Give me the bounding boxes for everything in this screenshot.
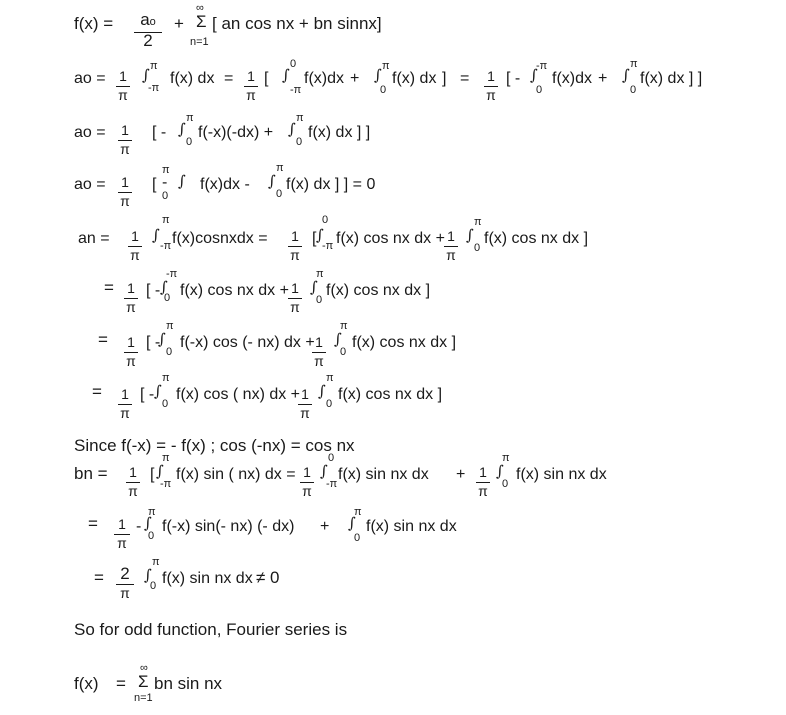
lhs-a0: ao = (74, 124, 106, 141)
upper-limit: 0 (290, 58, 297, 70)
open-bracket: [ (152, 176, 157, 193)
lower-limit: 0 (340, 346, 347, 358)
fraction-a0-over-2: ao 2 (134, 12, 162, 49)
lhs-fx: f(x) = (74, 14, 114, 33)
sum-upper-limit: ∞ (140, 662, 148, 674)
upper-limit: π (162, 164, 170, 176)
upper-limit: π (152, 556, 160, 568)
upper-limit: π (162, 214, 170, 226)
lower-limit: -π (322, 240, 334, 252)
fraction-1-over-pi: 1 π (128, 228, 142, 263)
upper-limit: π (382, 60, 390, 72)
lhs-a0: ao = (74, 176, 106, 193)
equals-sign: = (104, 278, 114, 297)
integral-sign: ∫ (178, 172, 186, 190)
lower-limit: 0 (164, 292, 171, 304)
integral-sign: ∫ (316, 226, 324, 244)
integral-sign: ∫ (144, 514, 152, 532)
not-equal-zero: ≠ 0 (256, 568, 280, 587)
integrand: f(x) cos nx dx + (336, 230, 445, 247)
integrand: f(-x) sin(- nx) (- dx) (162, 518, 295, 535)
upper-limit: π (162, 452, 170, 464)
integral-sign: ∫ (282, 66, 290, 84)
integral-sign: ∫ (144, 566, 152, 584)
integrand: f(x) sin nx dx (338, 466, 429, 483)
lower-limit: 0 (276, 188, 283, 200)
upper-limit: 0 (322, 214, 329, 226)
integral-sign: ∫ (142, 66, 150, 84)
open-bracket: [ - (506, 70, 521, 87)
lower-limit: -π (326, 478, 338, 490)
fraction-2-over-pi: 2 π (116, 566, 134, 601)
open-bracket: [ (264, 70, 269, 87)
upper-limit: π (474, 216, 482, 228)
integrand: f(x) cos nx dx ] (338, 386, 443, 403)
lower-limit: 0 (630, 84, 637, 96)
integrand: f(x) cos nx dx ] (484, 230, 589, 247)
equals-sign: = (92, 382, 102, 401)
lower-limit: -π (160, 240, 172, 252)
integrand: f(x) dx (392, 70, 437, 87)
lower-limit: 0 (148, 530, 155, 542)
sigma-symbol: Σ (196, 12, 207, 31)
plus-sign: + (598, 70, 608, 87)
fraction-1-over-pi: 1 π (244, 68, 258, 103)
upper-limit: -π (536, 60, 548, 72)
fraction-1-over-pi: 1 π (444, 228, 458, 263)
integral-sign: ∫ (154, 382, 162, 400)
lower-limit: 0 (166, 346, 173, 358)
upper-limit: π (150, 60, 158, 72)
integrand: f(x)dx (552, 70, 592, 87)
upper-limit: 0 (328, 452, 335, 464)
fraction-1-over-pi: 1 π (484, 68, 498, 103)
upper-limit: π (296, 112, 304, 124)
fraction-1-over-pi: 1 π (288, 228, 302, 263)
integral-sign: ∫ (160, 278, 168, 296)
open-bracket: [ - (146, 282, 161, 299)
upper-limit: π (162, 372, 170, 384)
equals-sign: = (94, 568, 104, 587)
upper-limit: π (148, 506, 156, 518)
integrand: f(x) cos nx dx ] (326, 282, 431, 299)
upper-limit: π (186, 112, 194, 124)
fraction-1-over-pi: 1 π (114, 516, 130, 551)
lhs-fx: f(x) (74, 674, 99, 693)
lower-limit: -π (290, 84, 302, 96)
open-bracket: [ (312, 230, 317, 247)
integral-sign: ∫ (178, 120, 186, 138)
lower-limit: 0 (502, 478, 509, 490)
sigma-symbol: Σ (138, 672, 149, 691)
fraction-1-over-pi: 1 π (118, 174, 132, 209)
lhs-a0: ao = (74, 70, 106, 87)
integral-sign: ∫ (152, 226, 160, 244)
open-bracket: [ (150, 466, 155, 483)
fraction-1-over-pi: 1 π (298, 386, 312, 421)
equals-sign: = (88, 514, 98, 533)
integrand: f(x)dx - (200, 176, 250, 193)
minus-sign: - (162, 174, 168, 191)
lower-limit: -π (160, 478, 172, 490)
plus-sign: + (350, 70, 360, 87)
upper-limit: π (276, 162, 284, 174)
equals-sign: = (460, 70, 470, 87)
integral-sign: ∫ (374, 66, 382, 84)
integral-sign: ∫ (310, 278, 318, 296)
lower-limit: 0 (186, 136, 193, 148)
upper-limit: -π (166, 268, 178, 280)
lhs-an: an = (78, 230, 110, 247)
lower-limit: 0 (474, 242, 481, 254)
integrand: f(-x)(-dx) + (198, 124, 274, 141)
integral-sign: ∫ (268, 172, 276, 190)
integral-sign: ∫ (496, 462, 504, 480)
upper-limit: π (502, 452, 510, 464)
integral-sign: ∫ (318, 382, 326, 400)
integral-sign: ∫ (334, 330, 342, 348)
lhs-bn: bn = (74, 464, 108, 483)
integrand: f(x) dx ] ] (640, 70, 703, 87)
lower-limit: 0 (354, 532, 361, 544)
lower-limit: 0 (162, 398, 169, 410)
integrand: f(x) sin nx dx (162, 570, 253, 587)
equals-sign: = (224, 70, 234, 87)
lower-limit: 0 (326, 398, 333, 410)
integral-sign: ∫ (156, 462, 164, 480)
lower-limit: -π (148, 82, 160, 94)
integral-sign: ∫ (158, 330, 166, 348)
integrand: f(x)cosnxdx = (172, 230, 268, 247)
integral-sign: ∫ (348, 514, 356, 532)
lower-limit: 0 (162, 190, 169, 202)
integral-sign: ∫ (622, 66, 630, 84)
equals-sign: = (116, 674, 126, 693)
plus-sign: + (456, 466, 466, 483)
close-bracket: ] (442, 70, 447, 87)
integrand: f(x) cos nx dx + (180, 282, 289, 299)
upper-limit: π (630, 58, 638, 70)
summand: bn sin nx (154, 674, 223, 693)
integrand: f(x) dx ] ] = 0 (286, 176, 376, 193)
conclusion-text: So for odd function, Fourier series is (74, 620, 348, 639)
upper-limit: π (340, 320, 348, 332)
integrand: f(x) dx ] ] (308, 124, 371, 141)
open-bracket: [ - (146, 334, 161, 351)
lower-limit: 0 (150, 580, 157, 592)
fraction-1-over-pi: 1 π (118, 122, 132, 157)
integrand: f(x) sin nx dx (366, 518, 457, 535)
integral-sign: ∫ (530, 66, 538, 84)
equals-sign: = (98, 330, 108, 349)
open-bracket: [ - (152, 124, 167, 141)
fraction-1-over-pi: 1 π (300, 464, 314, 499)
fraction-1-over-pi: 1 π (124, 280, 138, 315)
lower-limit: 0 (316, 294, 323, 306)
integral-sign: ∫ (288, 120, 296, 138)
integral-sign: ∫ (320, 462, 328, 480)
integrand: f(-x) cos (- nx) dx + (180, 334, 315, 351)
integrand: f(x) cos ( nx) dx + (176, 386, 301, 403)
fraction-1-over-pi: 1 π (312, 334, 326, 369)
fraction-1-over-pi: 1 π (118, 386, 132, 421)
upper-limit: π (354, 506, 362, 518)
sum-upper-limit: ∞ (196, 2, 204, 14)
upper-limit: π (166, 320, 174, 332)
open-bracket: [ - (140, 386, 155, 403)
integrand: f(x) dx (170, 70, 215, 87)
minus-sign: - (136, 518, 142, 535)
plus-sign: + (320, 518, 330, 535)
fraction-1-over-pi: 1 π (288, 280, 302, 315)
fraction-1-over-pi: 1 π (476, 464, 490, 499)
lower-limit: 0 (536, 84, 543, 96)
integrand: f(x)dx (304, 70, 344, 87)
integrand: f(x) cos nx dx ] (352, 334, 457, 351)
lower-limit: 0 (296, 136, 303, 148)
integrand: f(x) sin nx dx (516, 466, 607, 483)
sum-lower-limit: n=1 (134, 692, 153, 704)
bracket-term: [ an cos nx + bn sinnx] (212, 14, 382, 33)
lower-limit: 0 (380, 84, 387, 96)
fraction-1-over-pi: 1 π (116, 68, 130, 103)
integral-sign: ∫ (466, 226, 474, 244)
plus-sign: + (174, 14, 184, 33)
upper-limit: π (316, 268, 324, 280)
fraction-1-over-pi: 1 π (126, 464, 140, 499)
sum-lower-limit: n=1 (190, 36, 209, 48)
fraction-1-over-pi: 1 π (124, 334, 138, 369)
integrand: f(x) sin ( nx) dx = (176, 466, 296, 483)
since-statement: Since f(-x) = - f(x) ; cos (-nx) = cos nx (74, 436, 355, 455)
upper-limit: π (326, 372, 334, 384)
